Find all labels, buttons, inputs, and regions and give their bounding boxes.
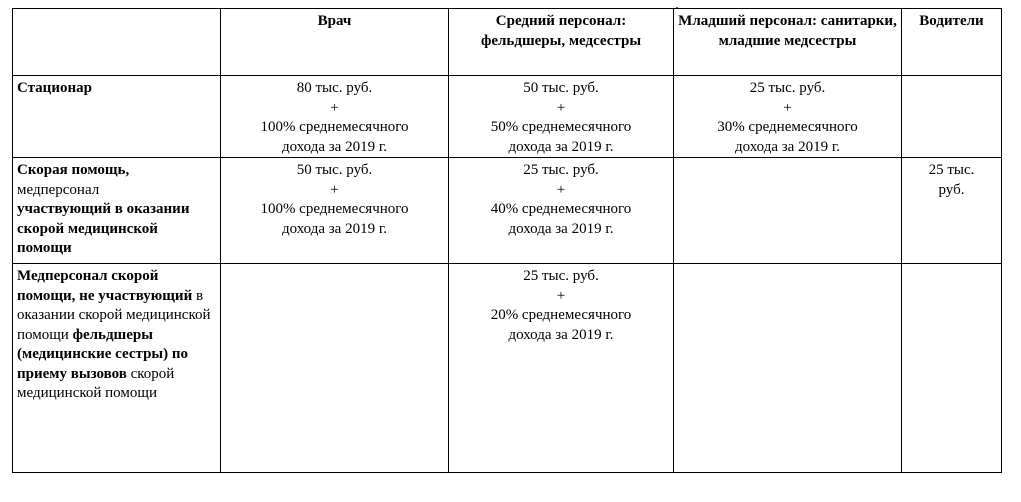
cell-junior bbox=[674, 264, 902, 473]
row-label-bold-text: фельдшеры (медицинские сестры) по приему вызовов bbox=[17, 326, 189, 382]
row-hospital bbox=[13, 76, 1002, 158]
row-label-text: медперсонал bbox=[17, 181, 100, 198]
cell-line: 25 тыс. bbox=[928, 162, 975, 178]
cell-junior bbox=[674, 158, 902, 264]
row-label bbox=[13, 158, 221, 264]
row-label-bold-text: Медперсонал скорой помощи, не участвующий bbox=[17, 268, 193, 304]
cell-line: + bbox=[783, 99, 792, 116]
cell-line: + bbox=[556, 287, 566, 304]
cell-line: дохода за 2019 г. bbox=[508, 138, 614, 155]
cell-junior bbox=[674, 76, 902, 158]
header-drivers: Водители bbox=[902, 9, 1002, 76]
header-junior-staff: Младший персонал: санитарки, младшие медсестры bbox=[674, 9, 902, 76]
cell-line: руб. bbox=[938, 181, 965, 198]
cell-line: 40% среднемесячного bbox=[490, 201, 632, 217]
cell-line: + bbox=[330, 181, 339, 198]
cell-line: дохода за 2019 г. bbox=[281, 138, 388, 155]
cell-line: 100% среднемесячного bbox=[260, 119, 409, 135]
cell-doctor bbox=[221, 264, 449, 473]
row-label-bold-text: Стационар bbox=[17, 80, 92, 96]
cell-doctor bbox=[221, 76, 449, 158]
row-label bbox=[13, 264, 221, 473]
row-ambulance-participating bbox=[13, 158, 1002, 264]
cell-mid bbox=[449, 76, 674, 158]
cell-line: дохода за 2019 г. bbox=[281, 220, 388, 237]
header-row bbox=[13, 9, 1002, 76]
cell-drivers bbox=[902, 76, 1002, 158]
cell-line: 20% среднемесячного bbox=[490, 307, 632, 323]
cell-line: 50% среднемесячного bbox=[490, 119, 632, 135]
row-label-text: скорой медицинской помощи bbox=[17, 365, 175, 401]
cell-line: 25 тыс. руб. bbox=[749, 80, 826, 96]
cell-drivers bbox=[902, 158, 1002, 264]
row-ambulance-not-participating bbox=[13, 264, 1002, 473]
cell-mid bbox=[449, 158, 674, 264]
cell-line: 50 тыс. руб. bbox=[523, 80, 599, 96]
cell-line: + bbox=[556, 181, 566, 198]
row-label-bold-text: участвующий в оказании скорой медицинской помощи bbox=[17, 201, 190, 256]
cell-line: дохода за 2019 г. bbox=[508, 220, 614, 237]
cell-line: 25 тыс. руб. bbox=[523, 268, 599, 284]
cell-line: дохода за 2019 г. bbox=[508, 326, 614, 343]
header-doctor: Врач bbox=[221, 9, 449, 76]
compensation-table bbox=[12, 8, 1002, 473]
cell-line: 30% среднемесячного bbox=[717, 119, 858, 135]
cell-line: + bbox=[330, 99, 339, 116]
cell-mid bbox=[449, 264, 674, 473]
cell-doctor bbox=[221, 158, 449, 264]
row-label-bold-text: Скорая помощь, bbox=[17, 162, 130, 178]
row-label-text: в оказании скорой медицинской помощи bbox=[17, 287, 211, 343]
cell-line: дохода за 2019 г. bbox=[734, 138, 841, 155]
cell-line: 100% среднемесячного bbox=[260, 201, 409, 217]
cell-line: 25 тыс. руб. bbox=[523, 162, 599, 178]
cell-drivers bbox=[902, 264, 1002, 473]
row-label bbox=[13, 76, 221, 158]
cell-line: 50 тыс. руб. bbox=[296, 162, 373, 178]
cell-line: 80 тыс. руб. bbox=[296, 80, 373, 96]
header-mid-staff: Средний персонал: фельдшеры, медсестры bbox=[449, 9, 674, 76]
cell-line: + bbox=[556, 99, 566, 116]
header-empty bbox=[13, 9, 221, 76]
